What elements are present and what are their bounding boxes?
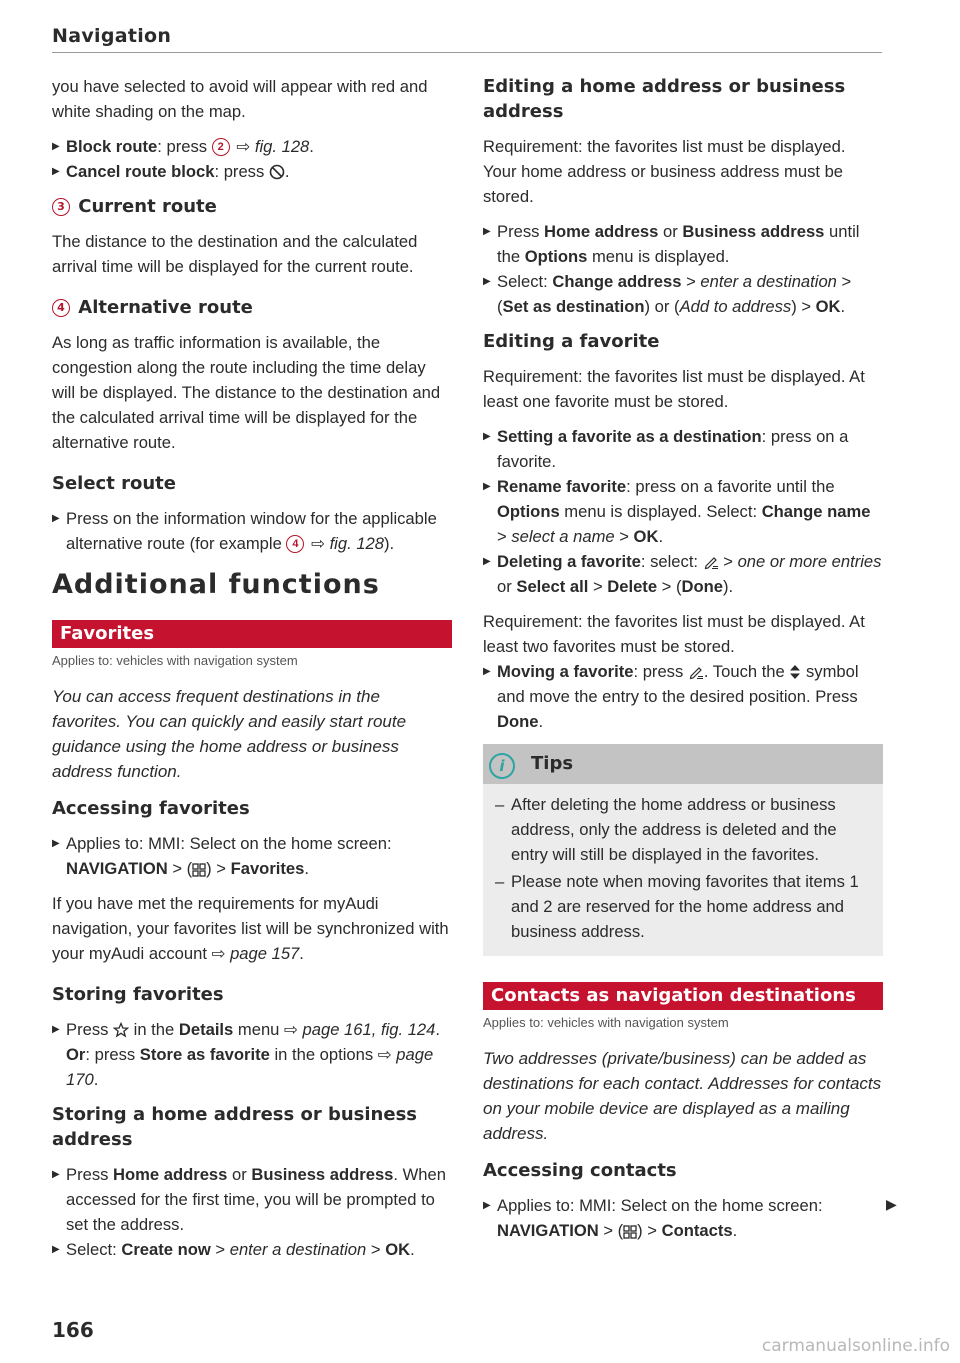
callout-number: 4 (286, 535, 304, 553)
bullet-triangle-icon: ▶ (52, 166, 60, 177)
chapter-heading: Additional functions (52, 569, 380, 600)
storing-favorites-list (52, 1017, 452, 1092)
paragraph: If you have met the requirements for myAudi navigation, your favorites list will be synchronized with your myAudi account ⇨ page 157. (52, 894, 449, 963)
bullet-triangle-icon: ▶ (52, 1244, 60, 1255)
accessing-favorites-list (52, 831, 452, 881)
editing-favorite-list (483, 424, 883, 599)
bullet-triangle-icon: ▶ (483, 276, 491, 287)
bullet-triangle-icon: ▶ (483, 666, 491, 677)
subheading: Editing a favorite (483, 331, 660, 352)
paragraph: Requirement: the favorites list must be displayed. At least two favorites must be stored. (483, 612, 865, 656)
storing-home-list (52, 1162, 452, 1262)
list-item: ▶ Moving a favorite: press . Touch the symbol and move the entry to the desired position. Press Done. (483, 659, 883, 734)
applies-note: Applies to: vehicles with navigation system (483, 1015, 729, 1030)
tips-header: i Tips (483, 744, 883, 784)
moving-favorite-list (483, 659, 883, 734)
paragraph: Requirement: the favorites list must be displayed. Your home address or business address must be stored. (483, 137, 846, 206)
left-column (52, 74, 452, 1272)
tips-list (483, 784, 883, 944)
callout-number: 3 (52, 198, 70, 216)
list-item: ▶ Applies to: MMI: Select on the home screen: NAVIGATION > ( ) > Contacts. (483, 1193, 883, 1243)
block-route-list (52, 134, 452, 184)
continue-arrow-icon: ▶ (886, 1196, 897, 1212)
list-item: ▶ Press in the Details menu ⇨ page 161, fig. 124. Or: press Store as favorite in the options ⇨ page 170. (52, 1017, 452, 1092)
applies-note: Applies to: vehicles with navigation system (52, 653, 298, 668)
page-reference[interactable]: ⇨ page 157 (211, 944, 300, 963)
accessing-contacts-list (483, 1193, 883, 1243)
right-column (483, 74, 883, 1253)
figure-reference[interactable]: ⇨ fig. 128 (231, 137, 310, 156)
subheading: Storing a home address or business address (52, 1104, 418, 1150)
bullet-triangle-icon: ▶ (52, 141, 60, 152)
select-route-list (52, 506, 452, 556)
list-item: ▶ Setting a favorite as a destination: press on a favorite. (483, 424, 883, 474)
subheading: Editing a home address or business address (483, 76, 846, 122)
page-reference[interactable]: ⇨ page 161, fig. 124 (284, 1020, 436, 1039)
subheading: Select route (52, 473, 176, 494)
page-header (52, 22, 882, 53)
list-item: ▶ Rename favorite: press on a favorite until the Options menu is displayed. Select: Change name > select a name > OK. (483, 474, 883, 549)
bullet-triangle-icon: ▶ (52, 838, 60, 849)
bullet-triangle-icon: ▶ (52, 513, 60, 524)
section-title: Navigation (52, 25, 172, 47)
intro-text: You can access frequent destinations in the favorites. You can quickly and easily start route guidance using the home address or business address function. (52, 687, 407, 781)
bullet-triangle-icon: ▶ (483, 481, 491, 492)
callout-number: 4 (52, 299, 70, 317)
paragraph: The distance to the destination and the calculated arrival time will be displayed for the current route. (52, 232, 418, 276)
bullet-triangle-icon: ▶ (52, 1024, 60, 1035)
subheading: Accessing favorites (52, 798, 250, 819)
subheading: Accessing contacts (483, 1160, 677, 1181)
watermark: carmanualsonline.info (761, 1336, 950, 1356)
intro-text: Two addresses (private/business) can be added as destinations for each contact. Addresses for contacts on your mobile device are displayed as a mailing address. (483, 1049, 882, 1143)
list-item: ▶ Press Home address or Business address. When accessed for the first time, you will be prompted to set the address. (52, 1162, 452, 1237)
figure-reference[interactable]: ⇨ fig. 128 (311, 534, 385, 553)
tips-box (483, 744, 883, 956)
bullet-triangle-icon: ▶ (483, 556, 491, 567)
section-bar-contacts: Contacts as navigation destinations (483, 982, 883, 1010)
page-reference[interactable]: ⇨ page 170 (66, 1045, 434, 1089)
grid-menu-icon (192, 863, 206, 877)
editing-home-list (483, 219, 883, 319)
info-icon: i (489, 753, 515, 779)
tip-item: – After deleting the home address or business address, only the address is deleted and the entry will still be displayed in the favorites. (495, 795, 837, 864)
list-item: ▶ Deleting a favorite: select: > one or more entries or Select all > Delete > (Done). (483, 549, 883, 599)
list-item: ▶ Block route: press 2 ⇨ fig. 128. (52, 134, 452, 159)
list-item: ▶ Select: Create now > enter a destination > OK. (52, 1237, 452, 1262)
callout-number: 2 (212, 138, 230, 156)
cancel-block-icon (269, 164, 285, 180)
paragraph: you have selected to avoid will appear with red and white shading on the map. (52, 77, 428, 121)
paragraph: As long as traffic information is available, the congestion along the route including the time delay will be displayed. The distance to the destination and the calculated arrival time will be displayed for the alternative route. (52, 333, 441, 452)
subheading: 3 Current route (52, 194, 452, 219)
tip-item: – Please note when moving favorites that items 1 and 2 are reserved for the home address and business address. (495, 872, 859, 941)
section-bar-favorites: Favorites (52, 620, 452, 648)
star-icon (113, 1022, 129, 1038)
bullet-triangle-icon: ▶ (483, 226, 491, 237)
edit-pencil-icon (688, 664, 704, 680)
list-item: ▶ Press on the information window for the applicable alternative route (for example 4 ⇨ fig. 128). (52, 506, 452, 556)
list-item: ▶ Applies to: MMI: Select on the home screen: NAVIGATION > ( ) > Favorites. (52, 831, 452, 881)
bullet-triangle-icon: ▶ (52, 1169, 60, 1180)
move-arrows-icon (789, 664, 801, 680)
bullet-triangle-icon: ▶ (483, 431, 491, 442)
grid-menu-icon (623, 1225, 637, 1239)
list-item: ▶ Select: Change address > enter a destination > (Set as destination) or (Add to address) > OK. (483, 269, 883, 319)
page-number: 166 (52, 1318, 94, 1342)
list-item: ▶ Press Home address or Business address until the Options menu is displayed. (483, 219, 883, 269)
edit-pencil-icon (703, 554, 719, 570)
subheading: Storing favorites (52, 984, 224, 1005)
list-item: ▶ Cancel route block: press . (52, 159, 452, 184)
subheading: 4 Alternative route (52, 295, 452, 320)
bullet-triangle-icon: ▶ (483, 1200, 491, 1211)
paragraph: Requirement: the favorites list must be displayed. At least one favorite must be stored. (483, 367, 865, 411)
